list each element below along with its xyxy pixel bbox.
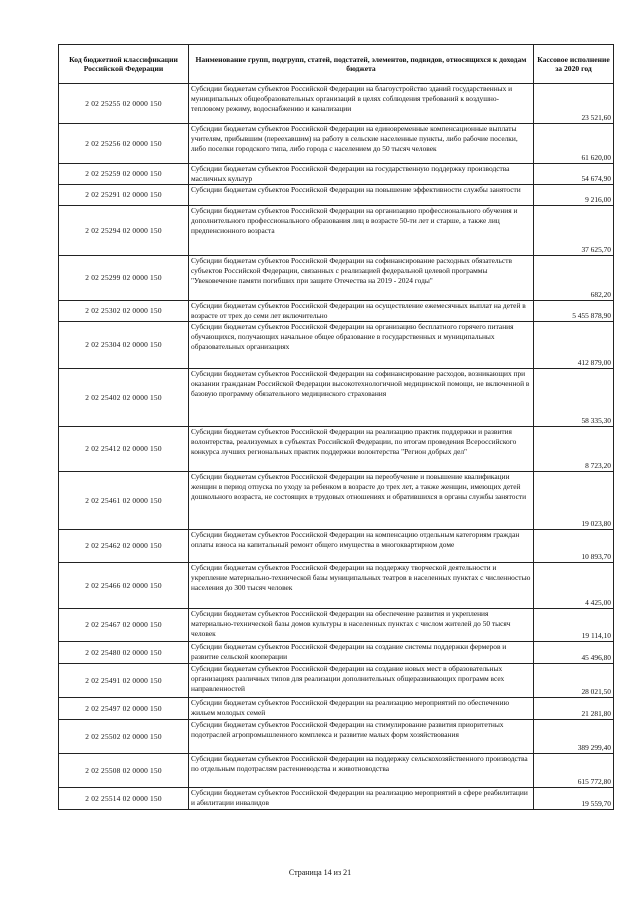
row-name: Субсидии бюджетам субъектов Российской Федерации на государственную поддержку производства масличных культур	[189, 164, 534, 185]
table-row	[59, 664, 614, 698]
table-row	[59, 698, 614, 720]
row-name: Субсидии бюджетам субъектов Российской Федерации на повышение эффективности службы занятости	[189, 185, 534, 206]
row-code: 2 02 25466 02 0000 150	[59, 563, 189, 609]
row-name: Субсидии бюджетам субъектов Российской Федерации на единовременные компенсационные выплаты учителям, прибывшим (переехавшим) на работу в сельские населенные пункты, либо рабочие поселки, либо поселки городского типа, либо города с населением до 50 тысяч человек	[189, 124, 534, 164]
row-code: 2 02 25514 02 0000 150	[59, 788, 189, 810]
row-amount: 21 281,80	[534, 698, 614, 720]
table-row	[59, 788, 614, 810]
row-name: Субсидии бюджетам субъектов Российской Федерации на поддержку творческой деятельности и укрепление материально-технической базы муниципальных театров в населенных пунктах с численностью населения до 300 тысяч человек	[189, 563, 534, 609]
row-amount: 8 723,20	[534, 427, 614, 472]
row-amount: 37 625,70	[534, 206, 614, 256]
row-name: Субсидии бюджетам субъектов Российской Федерации на поддержку сельскохозяйственного производства по отдельным подотраслям растениеводства и животноводства	[189, 754, 534, 788]
row-amount: 682,20	[534, 256, 614, 301]
header-code: Код бюджетной классификации Российской Федерации	[59, 45, 189, 84]
row-code: 2 02 25255 02 0000 150	[59, 84, 189, 124]
row-amount: 389 299,40	[534, 720, 614, 754]
row-amount: 58 335,30	[534, 369, 614, 427]
row-amount: 615 772,80	[534, 754, 614, 788]
row-amount: 45 496,80	[534, 642, 614, 664]
row-code: 2 02 25291 02 0000 150	[59, 185, 189, 206]
row-amount: 4 425,00	[534, 563, 614, 609]
row-amount: 10 893,70	[534, 530, 614, 563]
row-name: Субсидии бюджетам субъектов Российской Федерации на обеспечение развития и укрепления материально-технической базы домов культуры в населенных пунктах с числом жителей до 50 тысяч человек	[189, 609, 534, 642]
row-name: Субсидии бюджетам субъектов Российской Федерации на благоустройство зданий государственных и муниципальных общеобразовательных организаций в целях соблюдения требований к воздушно-тепловому режиму, водоснабжению и канализации	[189, 84, 534, 124]
row-name: Субсидии бюджетам субъектов Российской Федерации на создание системы поддержки фермеров и развитие сельской кооперации	[189, 642, 534, 664]
table-row	[59, 322, 614, 369]
table-row	[59, 642, 614, 664]
row-name: Субсидии бюджетам субъектов Российской Федерации на реализацию практик поддержки и развития волонтерства, реализуемых в субъектах Российской Федерации, по итогам проведения Всероссийского конкурса лучших региональных практик поддержки волонтерства "Регион добрых дел"	[189, 427, 534, 472]
table-row	[59, 164, 614, 185]
table-row	[59, 206, 614, 256]
table-row	[59, 530, 614, 563]
row-code: 2 02 25299 02 0000 150	[59, 256, 189, 301]
page-number: Страница 14 из 21	[288, 868, 352, 877]
row-name: Субсидии бюджетам субъектов Российской Федерации на реализацию мероприятий по обеспечению жильем молодых семей	[189, 698, 534, 720]
table-row	[59, 124, 614, 164]
row-name: Субсидии бюджетам субъектов Российской Федерации на реализацию мероприятий в сфере реабилитации и абилитации инвалидов	[189, 788, 534, 810]
table-body	[59, 84, 614, 810]
row-code: 2 02 25412 02 0000 150	[59, 427, 189, 472]
row-amount: 19 559,70	[534, 788, 614, 810]
row-code: 2 02 25462 02 0000 150	[59, 530, 189, 563]
row-code: 2 02 25294 02 0000 150	[59, 206, 189, 256]
row-name: Субсидии бюджетам субъектов Российской Федерации на стимулирование развития приоритетных подотраслей агропромышленного комплекса и развитие малых форм хозяйствования	[189, 720, 534, 754]
table-row	[59, 609, 614, 642]
row-code: 2 02 25259 02 0000 150	[59, 164, 189, 185]
row-amount: 412 879,00	[534, 322, 614, 369]
table-row	[59, 256, 614, 301]
table-row	[59, 185, 614, 206]
table-row	[59, 427, 614, 472]
row-code: 2 02 25497 02 0000 150	[59, 698, 189, 720]
row-code: 2 02 25480 02 0000 150	[59, 642, 189, 664]
row-code: 2 02 25402 02 0000 150	[59, 369, 189, 427]
row-name: Субсидии бюджетам субъектов Российской Федерации на организацию профессионального обучения и дополнительного профессионального образования лиц в возрасте 50-ти лет и старше, а также лиц предпенсионного возраста	[189, 206, 534, 256]
budget-revenue-table	[58, 44, 614, 810]
row-code: 2 02 25256 02 0000 150	[59, 124, 189, 164]
table-row	[59, 84, 614, 124]
row-code: 2 02 25467 02 0000 150	[59, 609, 189, 642]
row-amount: 61 620,00	[534, 124, 614, 164]
row-name: Субсидии бюджетам субъектов Российской Федерации на софинансирование расходных обязательств субъектов Российской Федерации, связанных с реализацией федеральной целевой программы "Увековечение памяти погибших при защите Отечества на 2019 - 2024 годы"	[189, 256, 534, 301]
row-code: 2 02 25302 02 0000 150	[59, 301, 189, 322]
row-amount: 19 114,10	[534, 609, 614, 642]
row-code: 2 02 25502 02 0000 150	[59, 720, 189, 754]
row-amount: 54 674,90	[534, 164, 614, 185]
row-amount: 9 216,00	[534, 185, 614, 206]
row-amount: 19 023,80	[534, 472, 614, 530]
row-name: Субсидии бюджетам субъектов Российской Федерации на создание новых мест в образовательных организациях различных типов для реализации дополнительных общеразвивающих программ всех направленностей	[189, 664, 534, 698]
row-name: Субсидии бюджетам субъектов Российской Федерации на софинансирование расходов, возникающих при оказании гражданам Российской Федерации высокотехнологичной медицинской помощи, не включенной в базовую программу обязательного медицинского страхования	[189, 369, 534, 427]
table-row	[59, 301, 614, 322]
row-name: Субсидии бюджетам субъектов Российской Федерации на организацию бесплатного горячего питания обучающихся, получающих начальное общее образование в государственных и муниципальных образовательных организациях	[189, 322, 534, 369]
budget-table-sheet	[58, 44, 613, 810]
row-name: Субсидии бюджетам субъектов Российской Федерации на переобучение и повышение квалификации женщин в период отпуска по уходу за ребенком в возрасте до трех лет, а также женщин, имеющих детей дошкольного возраста, не состоящих в трудовых отношениях и обратившихся в органы службы занятости	[189, 472, 534, 530]
row-name: Субсидии бюджетам субъектов Российской Федерации на осуществление ежемесячных выплат на детей в возрасте от трех до семи лет включительно	[189, 301, 534, 322]
header-name: Наименование групп, подгрупп, статей, подстатей, элементов, подвидов, относящихся к доходам бюджета	[189, 45, 534, 84]
table-row	[59, 563, 614, 609]
row-code: 2 02 25491 02 0000 150	[59, 664, 189, 698]
row-code: 2 02 25508 02 0000 150	[59, 754, 189, 788]
row-code: 2 02 25461 02 0000 150	[59, 472, 189, 530]
table-row	[59, 720, 614, 754]
row-name: Субсидии бюджетам субъектов Российской Федерации на компенсацию отдельным категориям граждан оплаты взноса на капитальный ремонт общего имущества в многоквартирном доме	[189, 530, 534, 563]
table-row	[59, 472, 614, 530]
row-amount: 5 455 878,90	[534, 301, 614, 322]
table-row	[59, 369, 614, 427]
row-code: 2 02 25304 02 0000 150	[59, 322, 189, 369]
header-amount: Кассовое исполнение за 2020 год	[534, 45, 614, 84]
table-row	[59, 754, 614, 788]
row-amount: 28 021,50	[534, 664, 614, 698]
row-amount: 23 521,60	[534, 84, 614, 124]
table-header-row	[59, 45, 614, 84]
